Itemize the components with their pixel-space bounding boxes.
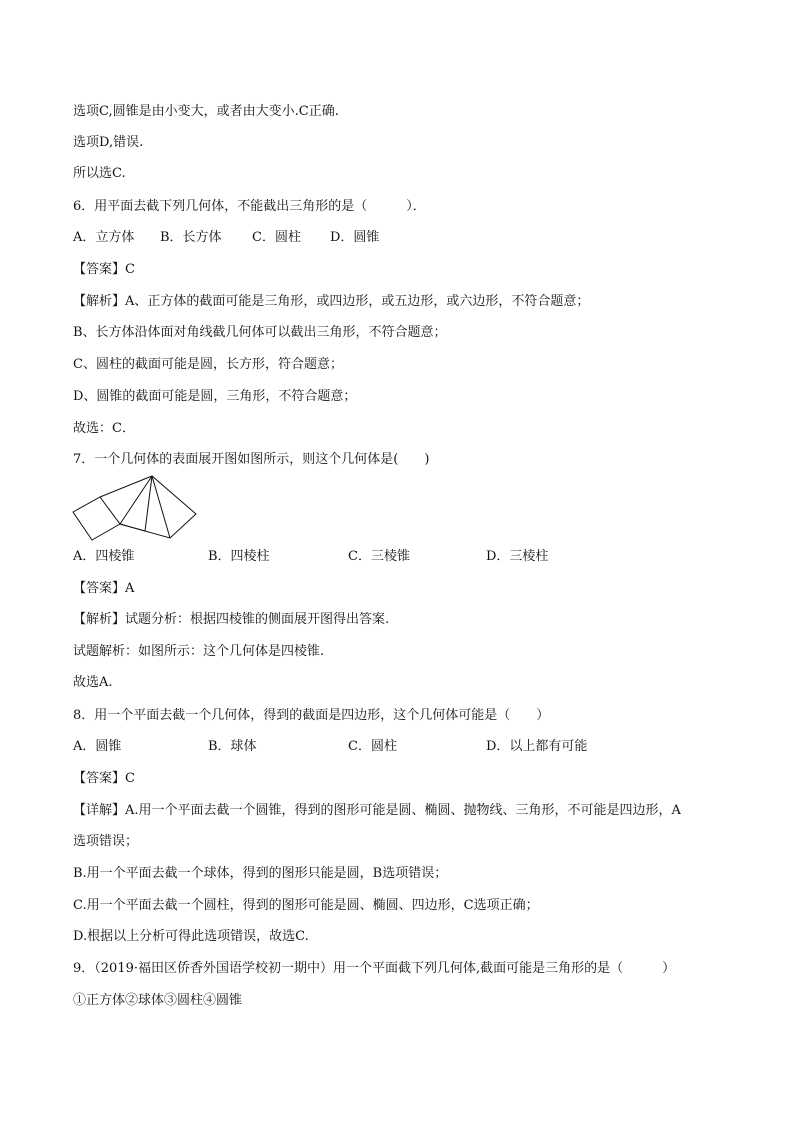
q6-analysis-line: D、圆锥的截面可能是圆，三角形，不符合题意； [73, 389, 357, 404]
q6-option-a: A．立方体 [73, 230, 135, 245]
q5-option-c-text: 选项C,圆锥是由小变大，或者由大变小.C正确. [73, 104, 339, 119]
q8-option-a: A．圆锥 [73, 739, 122, 754]
q8-option-b: B．球体 [208, 739, 257, 754]
q6-analysis-line: 故选：C． [73, 421, 135, 436]
q7-answer: 【答案】A [73, 581, 135, 596]
q5-conclusion: 所以选C. [73, 166, 126, 181]
q6-option-d: D．圆锥 [330, 230, 380, 245]
q8-option-c: C．圆柱 [348, 739, 397, 754]
q7-stem: 7．一个几何体的表面展开图如图所示，则这个几何体是( ) [73, 452, 430, 467]
q8-analysis-line: D.根据以上分析可得此选项错误，故选C. [73, 929, 309, 944]
q8-answer: 【答案】C [73, 771, 135, 786]
q8-analysis-line: 【详解】A.用一个平面去截一个圆锥，得到的图形可能是圆、椭圆、抛物线、三角形，不可能是四边形，A [73, 803, 681, 818]
q8-stem: 8．用一个平面去截一个几何体，得到的截面是四边形，这个几何体可能是（ ） [73, 708, 550, 723]
q6-option-c: C．圆柱 [252, 230, 301, 245]
q6-analysis-line: C、圆柱的截面可能是圆，长方形，符合题意； [73, 357, 343, 372]
q9-stem: 9．（2019·福田区侨香外国语学校初一期中）用一个平面截下列几何体,截面可能是三角形的是（ ） [73, 961, 676, 976]
q8-analysis-line: 选项错误； [73, 834, 139, 849]
q7-option-c: C．三棱锥 [348, 549, 410, 564]
q7-options [73, 549, 713, 565]
q6-answer: 【答案】C [73, 262, 135, 277]
q9-items: ①正方体②球体③圆柱④圆锥 [73, 993, 243, 1008]
q8-analysis-line: B.用一个平面去截一个球体，得到的图形只能是圆，B选项错误； [73, 866, 448, 881]
net-square-base [73, 497, 120, 540]
q8-analysis-line: C.用一个平面去截一个圆柱，得到的图形可能是圆、椭圆、四边形，C选项正确； [73, 898, 539, 913]
q7-option-d: D．三棱柱 [486, 549, 549, 564]
q6-stem: 6．用平面去截下列几何体，不能截出三角形的是（ ）． [73, 199, 426, 214]
q6-analysis-line: B、长方体沿体面对角线截几何体可以截出三角形，不符合题意； [73, 325, 447, 340]
q7-analysis-line: 【解析】试题分析：根据四棱锥的侧面展开图得出答案. [73, 612, 390, 627]
pyramid-net-figure [70, 474, 200, 544]
net-fold-line [120, 524, 145, 531]
q8-option-d: D．以上都有可能 [486, 739, 588, 754]
q7-analysis-line: 故选A. [73, 675, 113, 690]
q6-option-b: B．长方体 [160, 230, 222, 245]
net-fold-line [152, 476, 170, 538]
q7-option-a: A．四棱锥 [73, 549, 135, 564]
q8-options [73, 739, 713, 755]
q7-option-b: B．四棱柱 [208, 549, 270, 564]
q6-analysis-line: 【解析】A、正方体的截面可能是三角形，或四边形，或五边形，或六边形，不符合题意； [73, 294, 590, 309]
q5-option-d-text: 选项D,错误. [73, 135, 144, 150]
q7-analysis-line: 试题解析：如图所示：这个几何体是四棱锥. [73, 644, 325, 659]
q6-options [73, 230, 713, 246]
